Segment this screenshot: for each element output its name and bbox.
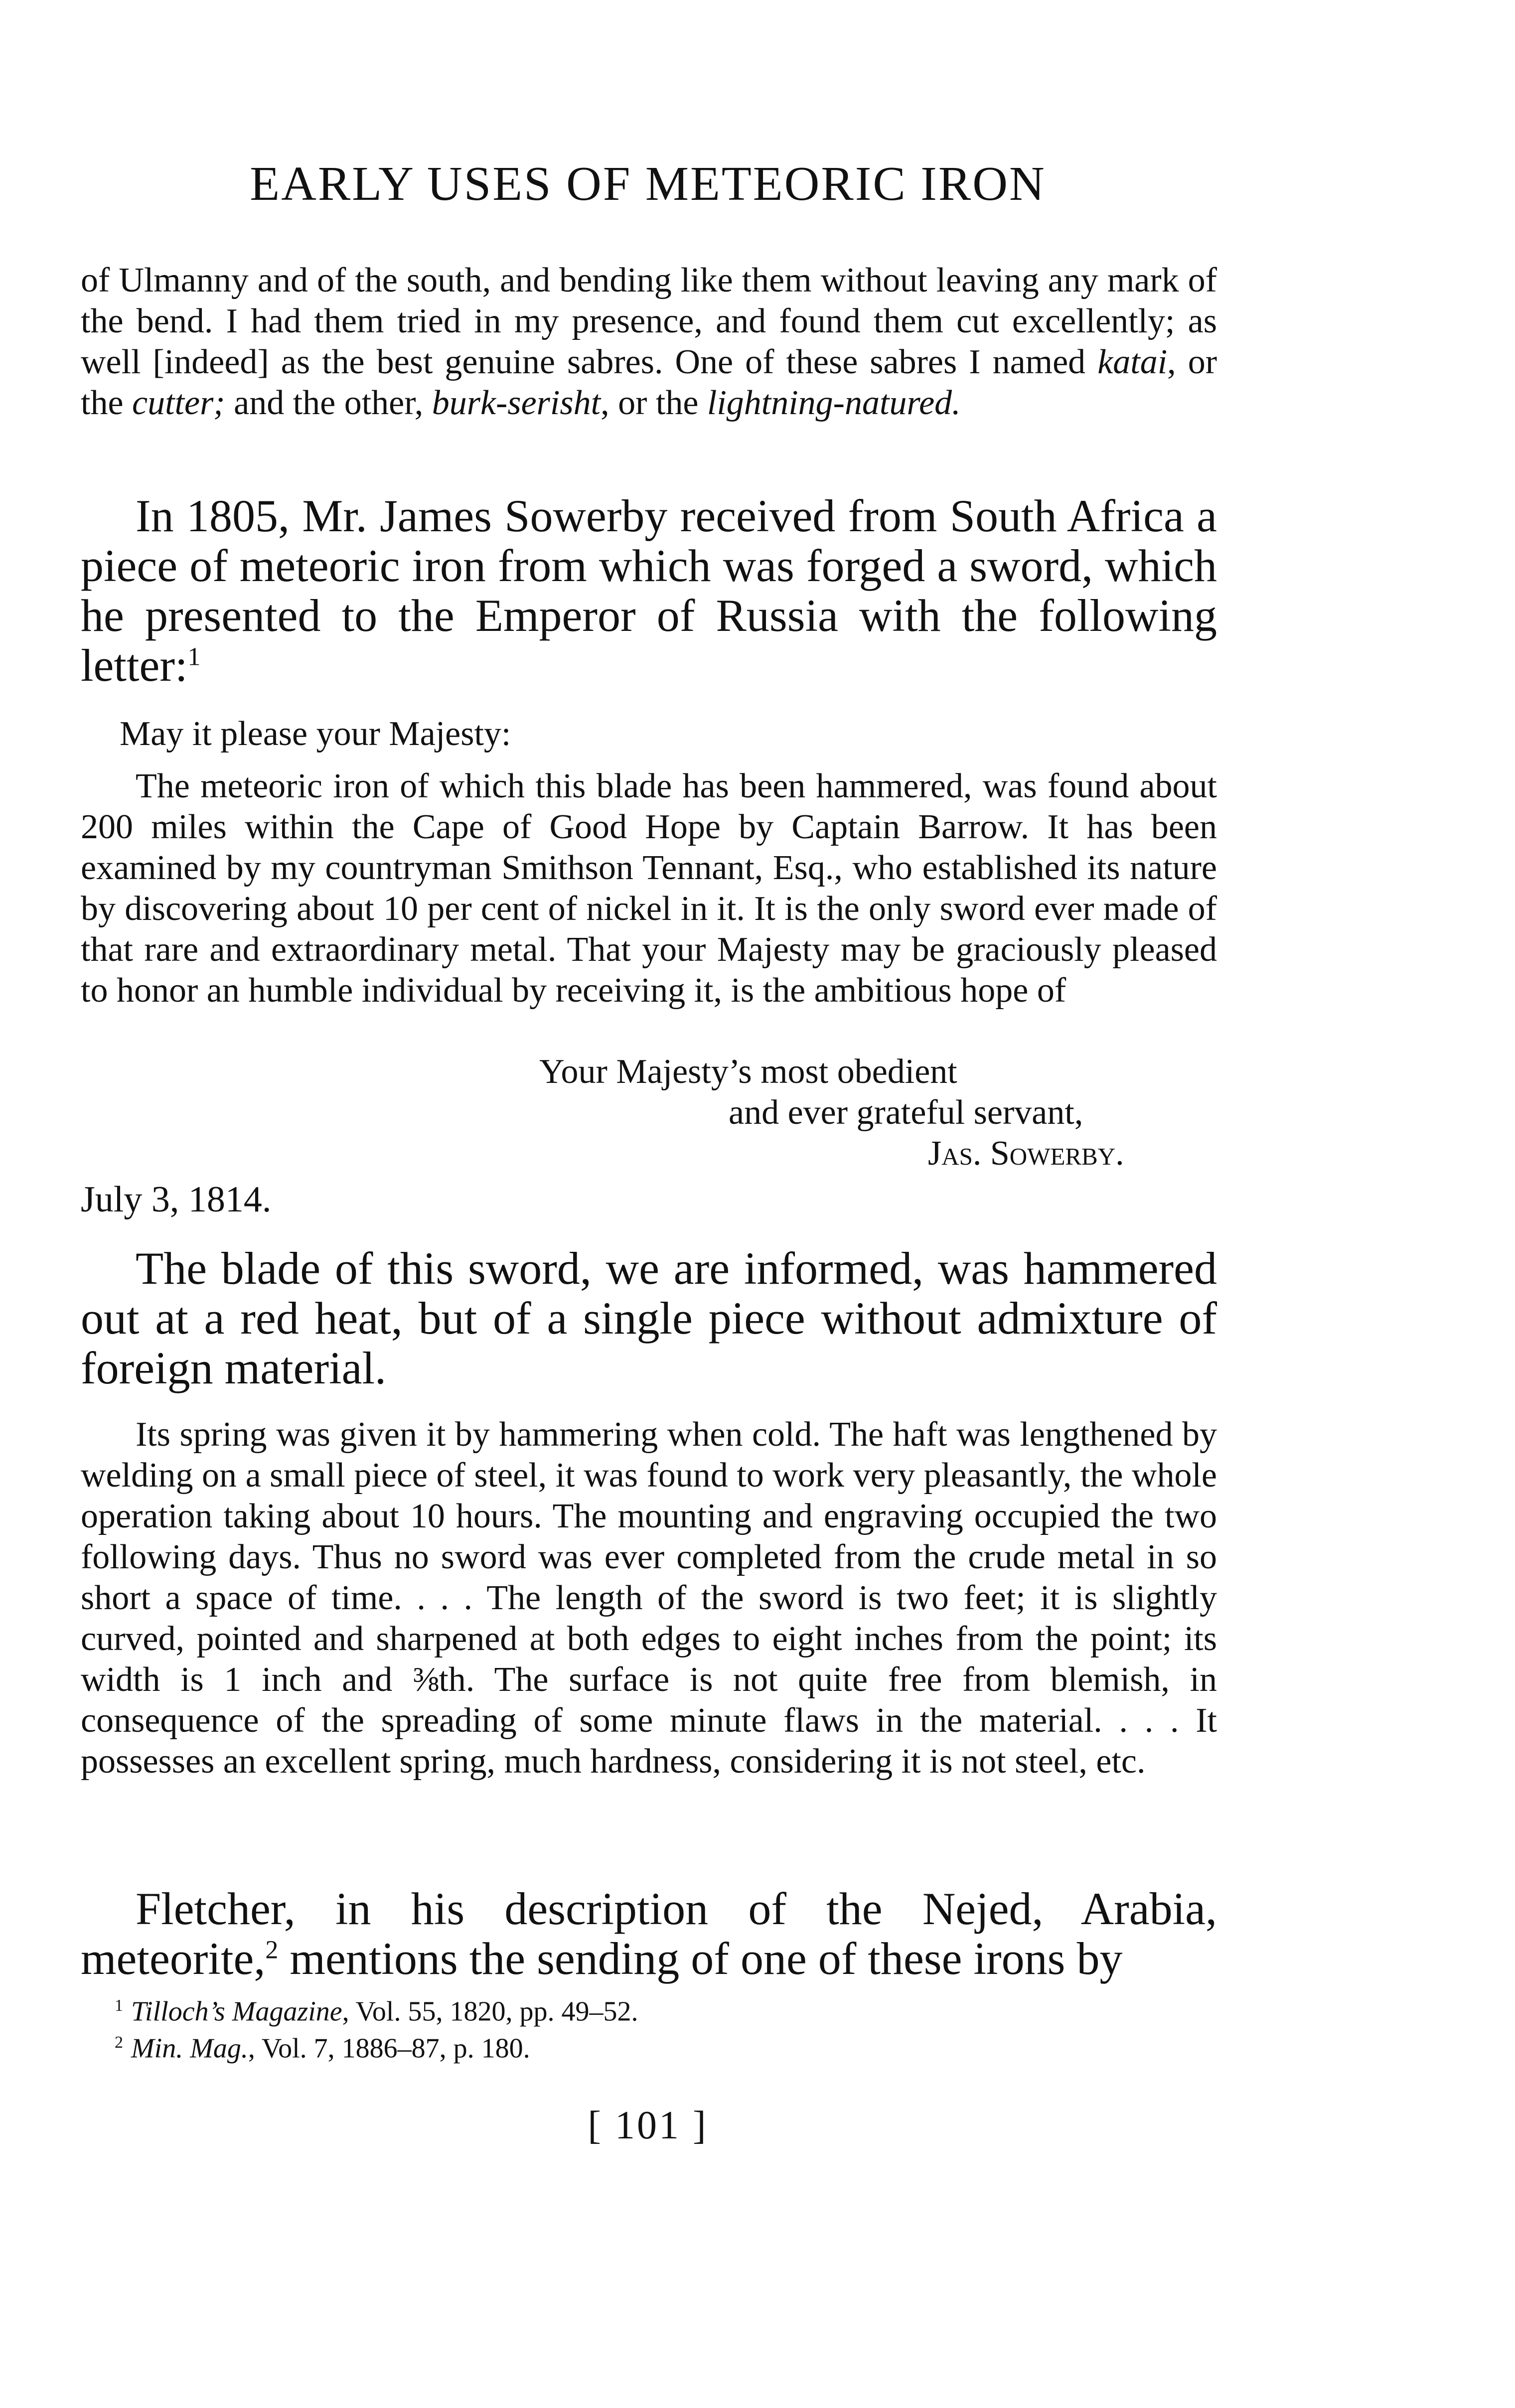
footnote-1: $^1$ Tilloch’s Magazine, Vol. 55, 1820, pp. 49–52. — [115, 1996, 638, 2027]
letter-closing-line-1: Your Majesty’s most obedient — [539, 1053, 957, 1091]
paragraph-fletcher: Fletcher, in his description of the Nejed, Arabia, meteorite,$^2$ mentions the sending of one of these irons by — [81, 1883, 1217, 1984]
sabre-name-katai: katai — [1097, 343, 1168, 381]
running-head: EARLY USES OF METEORIC IRON — [250, 157, 1046, 211]
paragraph-spring: Its spring was given it by hammering when cold. The haft was lengthened by welding on a small piece of steel, it was found to work very pleasantly, the whole operation taking about 10 hours. The mounting and engraving occupied the two following days. Thus no sword was ever completed from the crude metal in so short a space of time. . . . The length of the sword is two feet; it is slightly curved, pointed and sharpened at both edges to eight inches from the point; its width is 1 inch and ⅜th. The surface is not quite free from blemish, in consequence of the spreading of some minute flaws in the material. . . . It possesses an excellent spring, much hardness, considering it is not steel, etc. — [81, 1415, 1217, 1781]
sabre-name-burk-serisht: burk-serisht — [432, 384, 601, 422]
letter-body: The meteoric iron of which this blade has been hammered, was found about 200 miles within the Cape of Good Hope by Captain Barrow. It has been examined by my countryman Smithson Tennant, Esq., who established its nature by discovering about 10 per cent of nickel in it. It is the only sword ever made of that rare and extraordinary metal. That your Majesty may be graciously pleased to honor an humble individual by receiving it, is the ambitious hope of — [81, 767, 1217, 1010]
paragraph-sowerby: In 1805, Mr. James Sowerby received from South Africa a piece of meteoric iron from which was forged a sword, which he presented to the Emperor of Russia with the following letter:$^1$ — [81, 490, 1217, 691]
letter-closing-line-2: and ever grateful servant, — [729, 1093, 1083, 1132]
paragraph-blade: The blade of this sword, we are informed, was hammered out at a red heat, but of a single piece without admixture of foreign material. — [81, 1243, 1217, 1393]
page-number: [ 101 ] — [588, 2104, 708, 2147]
footnote-2: $^2$ Min. Mag., Vol. 7, 1886–87, p. 180. — [115, 2033, 530, 2064]
footnote-ref-1: 1 — [187, 642, 201, 671]
letter-salutation: May it please your Majesty: — [120, 715, 511, 753]
footnote-ref-2: 2 — [265, 1936, 279, 1964]
letter-date: July 3, 1814. — [81, 1179, 272, 1220]
letter-signature: Jas. Sowerby. — [928, 1134, 1124, 1173]
paragraph-sabres: of Ulmanny and of the south, and bending like them without leaving any mark of the bend. I had them tried in my presence, and found them cut excellently; as well [indeed] as the best genuine sabres. One of these sabres I named katai, or the cutter; and the other, burk-serisht, or the lightning-natured. — [81, 261, 1217, 422]
